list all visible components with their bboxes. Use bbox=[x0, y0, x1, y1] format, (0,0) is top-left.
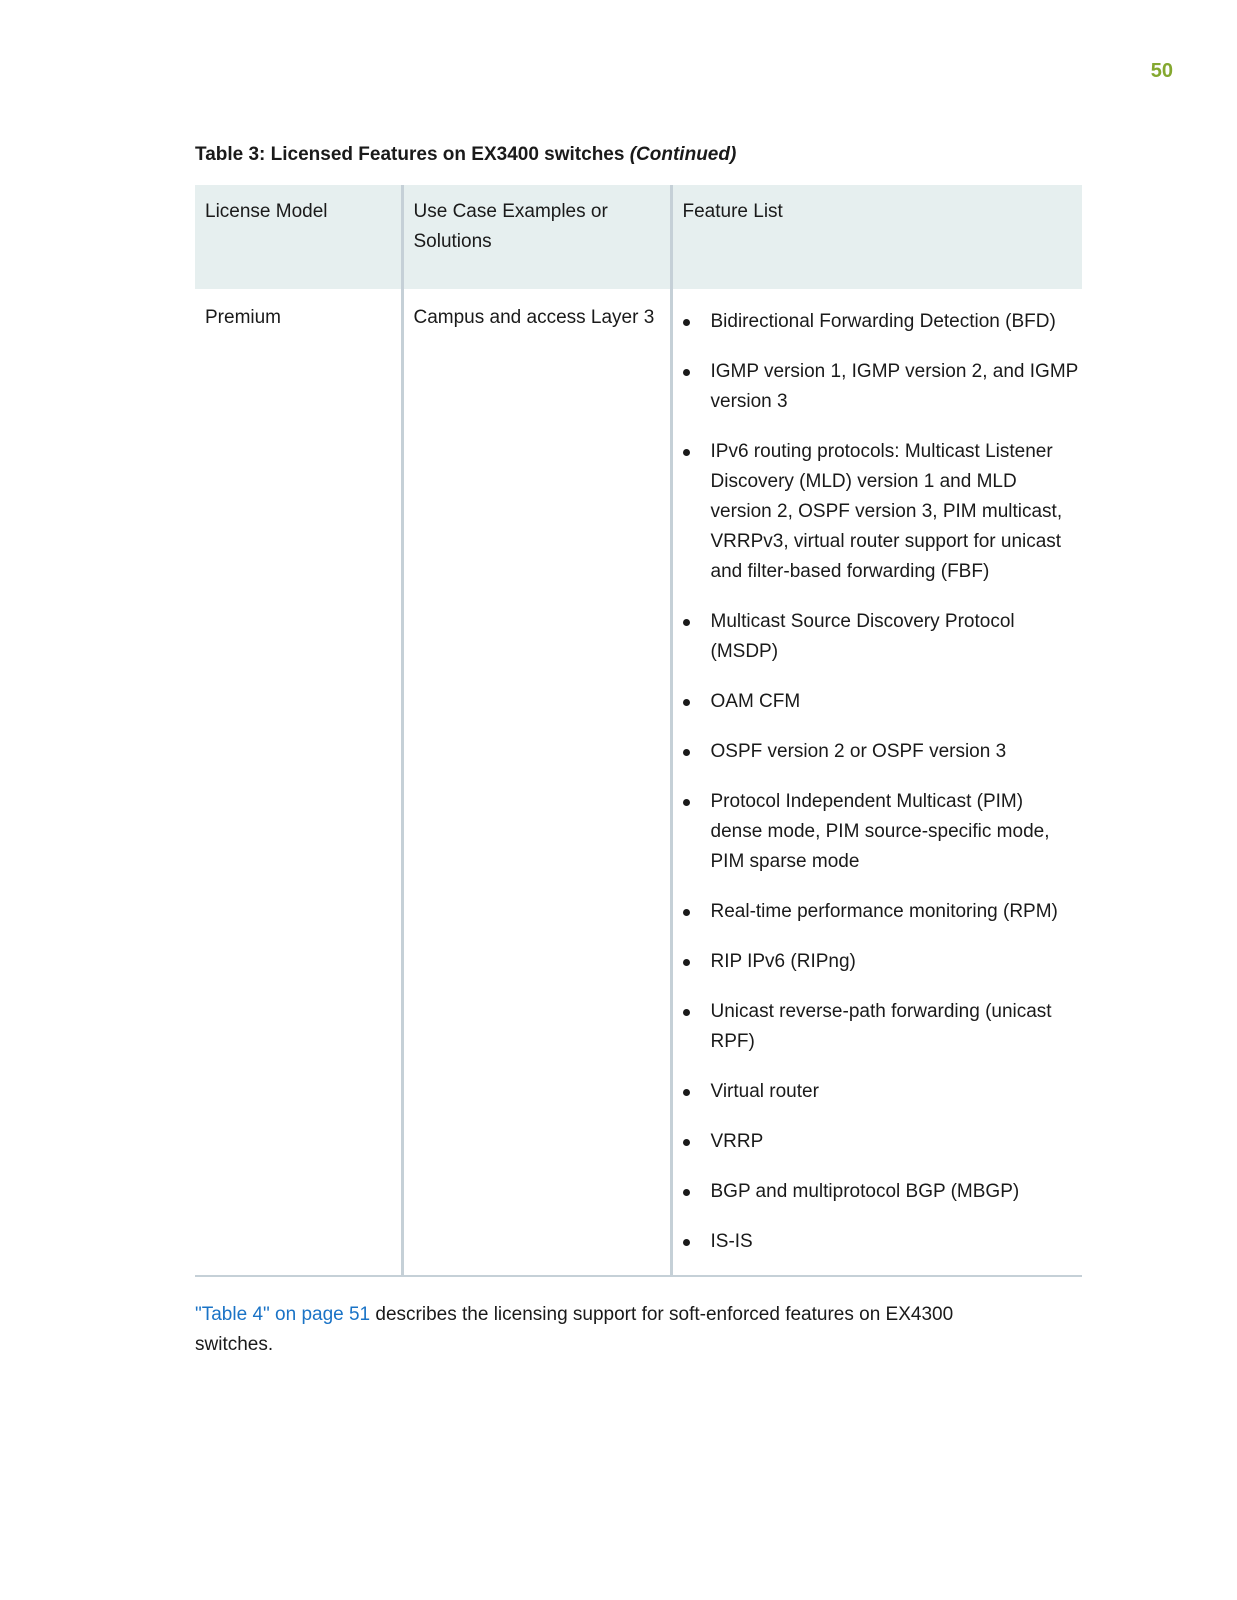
bullet-icon bbox=[683, 749, 690, 756]
footnote-paragraph bbox=[195, 1300, 1015, 1360]
bullet-icon bbox=[683, 1189, 690, 1196]
cell-use-case: Campus and access Layer 3 bbox=[402, 289, 671, 1276]
bullet-icon bbox=[683, 1009, 690, 1016]
features-table bbox=[195, 185, 1082, 1277]
feature-item bbox=[681, 947, 1079, 977]
feature-text: OAM CFM bbox=[710, 691, 801, 712]
feature-text: IGMP version 1, IGMP version 2, and IGMP version 3 bbox=[710, 361, 1078, 412]
table-4-link[interactable]: "Table 4" on page 51 bbox=[195, 1304, 371, 1325]
feature-item bbox=[681, 897, 1079, 927]
licensed-features-table bbox=[195, 185, 1082, 1277]
feature-item bbox=[681, 737, 1079, 767]
feature-text: Multicast Source Discovery Protocol (MSDP) bbox=[710, 611, 1015, 662]
bullet-icon bbox=[683, 959, 690, 966]
feature-text: BGP and multiprotocol BGP (MBGP) bbox=[710, 1181, 1020, 1202]
feature-text: RIP IPv6 (RIPng) bbox=[710, 951, 856, 972]
feature-text: Protocol Independent Multicast (PIM) dense mode, PIM source-specific mode, PIM sparse mode bbox=[710, 791, 1050, 872]
bullet-icon bbox=[683, 1089, 690, 1096]
table-caption bbox=[195, 144, 736, 166]
feature-item bbox=[681, 997, 1079, 1057]
feature-item bbox=[681, 687, 1079, 717]
feature-item bbox=[681, 357, 1079, 417]
feature-list bbox=[681, 307, 1079, 1257]
feature-item bbox=[681, 307, 1079, 337]
bullet-icon bbox=[683, 799, 690, 806]
page-number: 50 bbox=[1150, 60, 1173, 82]
bullet-icon bbox=[683, 1239, 690, 1246]
bullet-icon bbox=[683, 369, 690, 376]
feature-text: OSPF version 2 or OSPF version 3 bbox=[710, 741, 1007, 762]
table-caption-title: Table 3: Licensed Features on EX3400 switches bbox=[195, 144, 625, 165]
feature-text: IS-IS bbox=[710, 1231, 753, 1252]
feature-item bbox=[681, 607, 1079, 667]
bullet-icon bbox=[683, 449, 690, 456]
feature-text: Bidirectional Forwarding Detection (BFD) bbox=[710, 311, 1056, 332]
bullet-icon bbox=[683, 1139, 690, 1146]
feature-text: VRRP bbox=[710, 1131, 764, 1152]
feature-item bbox=[681, 1127, 1079, 1157]
feature-item bbox=[681, 1077, 1079, 1107]
bullet-icon bbox=[683, 319, 690, 326]
header-license-model: License Model bbox=[195, 185, 402, 289]
footnote-text: describes the licensing support for soft-enforced features on EX4300 switches. bbox=[195, 1304, 954, 1355]
bullet-icon bbox=[683, 699, 690, 706]
cell-feature-list bbox=[671, 289, 1082, 1276]
feature-text: Virtual router bbox=[710, 1081, 819, 1102]
header-feature-list: Feature List bbox=[671, 185, 1082, 289]
feature-item bbox=[681, 1177, 1079, 1207]
feature-item bbox=[681, 1227, 1079, 1257]
table-row bbox=[195, 289, 1082, 1276]
bullet-icon bbox=[683, 909, 690, 916]
table-caption-continued: (Continued) bbox=[629, 144, 737, 165]
feature-text: Unicast reverse-path forwarding (unicast RPF) bbox=[710, 1001, 1052, 1052]
header-use-case: Use Case Examples or Solutions bbox=[402, 185, 671, 289]
feature-item bbox=[681, 437, 1079, 587]
cell-license-model: Premium bbox=[205, 307, 282, 328]
feature-text: Real-time performance monitoring (RPM) bbox=[710, 901, 1058, 922]
bullet-icon bbox=[683, 619, 690, 626]
table-header-row bbox=[195, 185, 1082, 289]
feature-text: IPv6 routing protocols: Multicast Listener Discovery (MLD) version 1 and MLD version 2, OSPF version 3, PIM multicast, VRRPv3, virtual router support for unicast and filter-based forwarding (FBF) bbox=[710, 441, 1063, 582]
feature-item bbox=[681, 787, 1079, 877]
